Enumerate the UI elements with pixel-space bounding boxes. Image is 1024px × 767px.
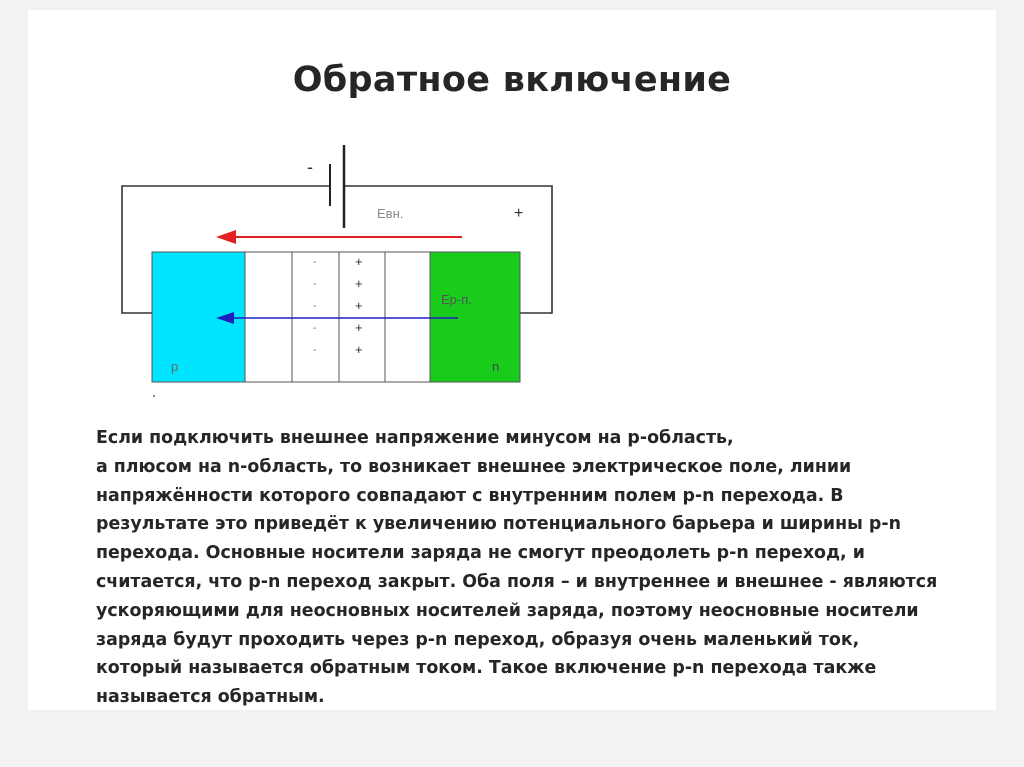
paragraph-line: результате это приведёт к увеличению потенциального барьера и ширины p-n [96, 514, 901, 535]
paragraph-line: который называется обратным током. Такое включение p-n перехода также [96, 658, 877, 679]
positive-charge: + [355, 276, 363, 291]
negative-charge: - [313, 345, 317, 356]
negative-charge: - [313, 323, 317, 334]
explanation-paragraph [96, 424, 976, 712]
paragraph-line: Если подключить внешнее напряжение минусом на р-область, [96, 428, 734, 448]
negative-charge: - [313, 301, 317, 312]
paragraph-line: напряжённости которого совпадают с внутренним полем p-n перехода. В [96, 485, 844, 506]
positive-charge: + [355, 254, 363, 269]
paragraph-line: считается, что p-n переход закрыт. Оба поля – и внутреннее и внешнее - являются [96, 571, 938, 592]
paragraph-line: заряда будут проходить через p-n переход, образуя очень маленький ток, [96, 629, 860, 650]
depletion-region [245, 252, 430, 382]
battery-plus-sign: + [514, 205, 524, 222]
negative-charge: - [313, 257, 317, 268]
paragraph-line: перехода. Основные носители заряда не смогут преодолеть p-n переход, и [96, 543, 865, 564]
external-field-label: Евн. [377, 206, 404, 221]
n-region [430, 252, 520, 382]
external-field-arrow [216, 230, 462, 244]
paragraph-line: называется обратным. [96, 687, 325, 708]
positive-charge: + [355, 320, 363, 335]
negative-charge: - [313, 279, 317, 290]
slide-title: Обратное включение [292, 60, 732, 100]
positive-charge: + [355, 342, 363, 357]
positive-charge: + [355, 298, 363, 313]
paragraph-line: а плюсом на n-область, то возникает внешнее электрическое поле, линии [96, 456, 852, 477]
n-region-label: n [492, 359, 500, 374]
stray-dot [153, 395, 155, 397]
paragraph-line: ускоряющими для неосновных носителей заряда, поэтому неосновные носители [96, 600, 919, 621]
p-region-label: р [171, 359, 179, 374]
battery-minus-sign: - [307, 157, 313, 177]
battery-symbol [330, 145, 344, 228]
internal-field-label: Ер-п. [441, 292, 472, 307]
